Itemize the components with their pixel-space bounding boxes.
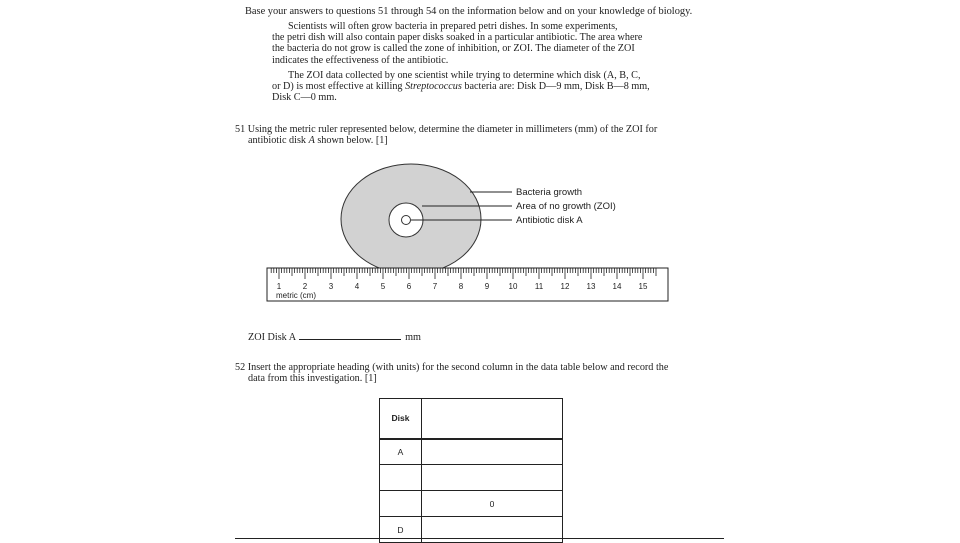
- intro-p1-line: the petri dish will also contain paper disks soaked in a particular antibiotic. The area where: [272, 32, 643, 44]
- intro-p2-line: The ZOI data collected by one scientist while trying to determine which disk (A, B, C,: [288, 70, 641, 81]
- ruler-number: 10: [508, 282, 518, 291]
- intro-lead: Base your answers to questions 51 through 54 on the information below and on your knowledge of biology.: [245, 6, 693, 17]
- intro-p1-line: the bacteria do not grow is called the zone of inhibition, or ZOI. The diameter of the ZOI: [272, 43, 635, 55]
- answer-unit: mm: [405, 332, 421, 343]
- ruler-number: 15: [638, 282, 648, 291]
- table-cell-value: 0: [422, 491, 563, 517]
- metric-ruler: [267, 268, 668, 301]
- table-cell-disk: A: [380, 439, 422, 465]
- data-table: [379, 398, 563, 543]
- table-row: [380, 439, 563, 465]
- ruler-unit-label: metric (cm): [276, 291, 316, 300]
- table-header-second-column[interactable]: [422, 399, 563, 439]
- page-bottom-rule: [235, 538, 724, 539]
- ruler-number: 6: [406, 282, 412, 291]
- ruler-number: 13: [586, 282, 596, 291]
- ruler-number: 9: [484, 282, 490, 291]
- answer-label: ZOI Disk A: [248, 332, 297, 343]
- antibiotic-disk-a: [402, 216, 411, 225]
- ruler-number: 8: [458, 282, 464, 291]
- table-cell-value[interactable]: [422, 439, 563, 465]
- ruler-numbers: [277, 282, 648, 291]
- ruler-number: 7: [432, 282, 438, 291]
- table-cell-disk[interactable]: [380, 465, 422, 491]
- ruler-number: 14: [612, 282, 622, 291]
- q52-line1: 52 Insert the appropriate heading (with units) for the second column in the data table below and record the: [235, 362, 669, 373]
- question-52: [235, 362, 715, 384]
- answer-blank[interactable]: [299, 339, 401, 340]
- table-cell-disk: D: [380, 517, 422, 543]
- ruler-number: 11: [534, 282, 544, 291]
- table-cell-value[interactable]: [422, 465, 563, 491]
- intro-p2-line: Disk C—0 mm.: [272, 92, 337, 104]
- table-cell-disk[interactable]: [380, 491, 422, 517]
- q52-line2: data from this investigation. [1]: [248, 373, 377, 385]
- intro-p1-line: Scientists will often grow bacteria in prepared petri dishes. In some experiments,: [288, 21, 618, 32]
- ruler-number: 3: [328, 282, 334, 291]
- table-row: [380, 491, 563, 517]
- label-zoi: Area of no growth (ZOI): [516, 201, 616, 212]
- ruler-number: 4: [354, 282, 360, 291]
- table-header-disk: Disk: [380, 399, 422, 439]
- table-header-row: [380, 399, 563, 439]
- ruler-number: 12: [560, 282, 570, 291]
- zoi-answer-line: [248, 332, 421, 343]
- q51-line1: 51 Using the metric ruler represented below, determine the diameter in millimeters (mm) of the ZOI for: [235, 124, 658, 135]
- ruler-number: 2: [302, 282, 308, 291]
- intro-p1-line: indicates the effectiveness of the antibiotic.: [272, 54, 449, 66]
- ruler-number: 1: [276, 282, 282, 291]
- label-bacteria-growth: Bacteria growth: [516, 187, 583, 198]
- q51-line2: antibiotic disk A shown below. [1]: [248, 135, 388, 147]
- table-row: [380, 465, 563, 491]
- label-antibiotic-disk: Antibiotic disk A: [516, 215, 583, 226]
- ruler-number: 5: [380, 282, 386, 291]
- intro-p2-line: or D) is most effective at killing Streptococcus bacteria are: Disk D—9 mm, Disk B—8 mm,: [272, 81, 650, 93]
